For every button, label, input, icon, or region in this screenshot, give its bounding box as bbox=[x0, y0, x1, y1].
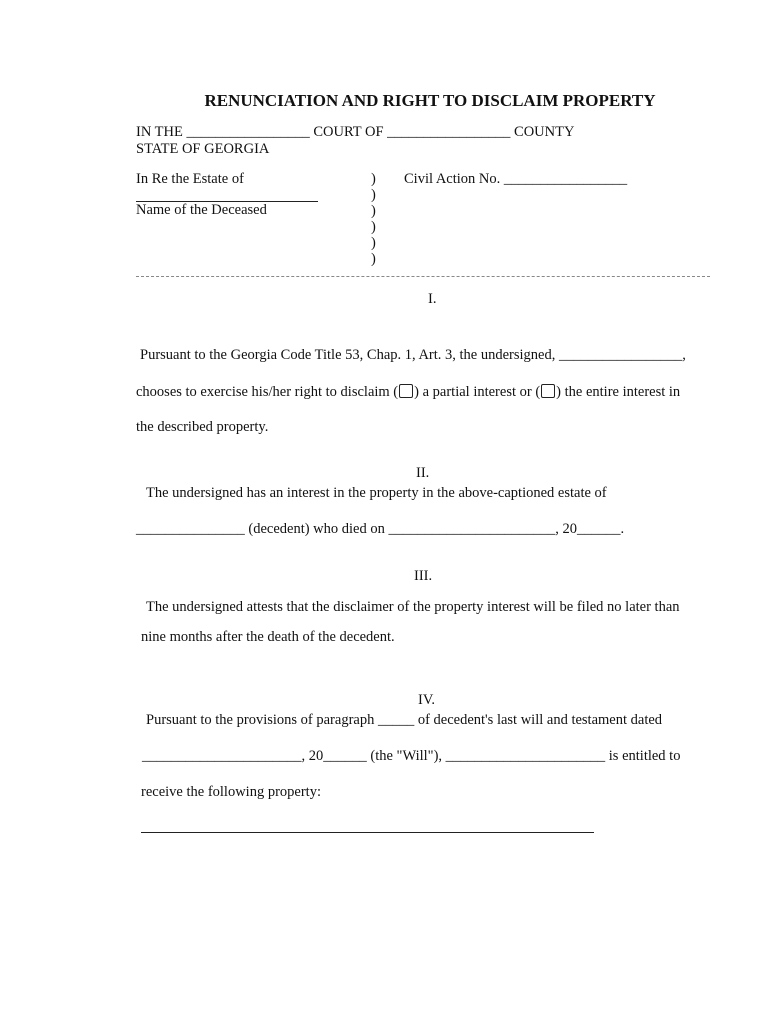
section-4-line-2: ______________________, 20______ (the "Will"), ______________________ is entitled to bbox=[142, 748, 681, 764]
caption-paren: ) bbox=[371, 203, 376, 219]
section-4-heading: IV. bbox=[418, 692, 436, 708]
section-1-line-1: Pursuant to the Georgia Code Title 53, Chap. 1, Art. 3, the undersigned, _________________, bbox=[140, 347, 686, 363]
caption-paren: ) bbox=[371, 235, 376, 251]
document-title: RENUNCIATION AND RIGHT TO DISCLAIM PROPERTY bbox=[204, 91, 656, 110]
caption-paren: ) bbox=[371, 187, 376, 203]
section-1-heading: I. bbox=[428, 291, 437, 307]
section-2-line-2: _______________ (decedent) who died on _______________________, 20______. bbox=[136, 521, 625, 537]
section-3-line-2: nine months after the death of the decedent. bbox=[141, 629, 395, 645]
section-1-line-2 bbox=[136, 384, 680, 400]
caption-separator bbox=[136, 276, 710, 277]
section-2-line-1: The undersigned has an interest in the property in the above-captioned estate of bbox=[146, 485, 607, 501]
caption-paren: ) bbox=[371, 251, 376, 267]
property-description-blank bbox=[141, 832, 594, 833]
in-re-label: In Re the Estate of bbox=[136, 171, 244, 187]
civil-action-number: Civil Action No. _________________ bbox=[404, 171, 628, 187]
section-4-line-3: receive the following property: bbox=[141, 784, 321, 800]
section-1-line-2-a: chooses to exercise his/her right to disclaim ( bbox=[136, 384, 399, 400]
section-1-line-2-b: ) a partial interest or ( bbox=[414, 384, 541, 400]
section-3-heading: III. bbox=[414, 568, 433, 584]
entire-interest-checkbox[interactable] bbox=[541, 384, 555, 398]
deceased-label: Name of the Deceased bbox=[136, 202, 267, 218]
state-line: STATE OF GEORGIA bbox=[136, 141, 270, 157]
caption-paren: ) bbox=[371, 219, 376, 235]
caption-paren: ) bbox=[371, 171, 376, 187]
section-4-line-1: Pursuant to the provisions of paragraph _____ of decedent's last will and testament dated bbox=[146, 712, 663, 728]
partial-interest-checkbox[interactable] bbox=[399, 384, 413, 398]
section-1-line-2-c: ) the entire interest in bbox=[556, 384, 681, 400]
section-3-line-1: The undersigned attests that the disclaimer of the property interest will be filed no later than bbox=[146, 599, 680, 615]
court-line: IN THE _________________ COURT OF _________________ COUNTY bbox=[136, 124, 575, 140]
section-1-line-3: the described property. bbox=[136, 419, 269, 435]
section-2-heading: II. bbox=[416, 465, 430, 481]
